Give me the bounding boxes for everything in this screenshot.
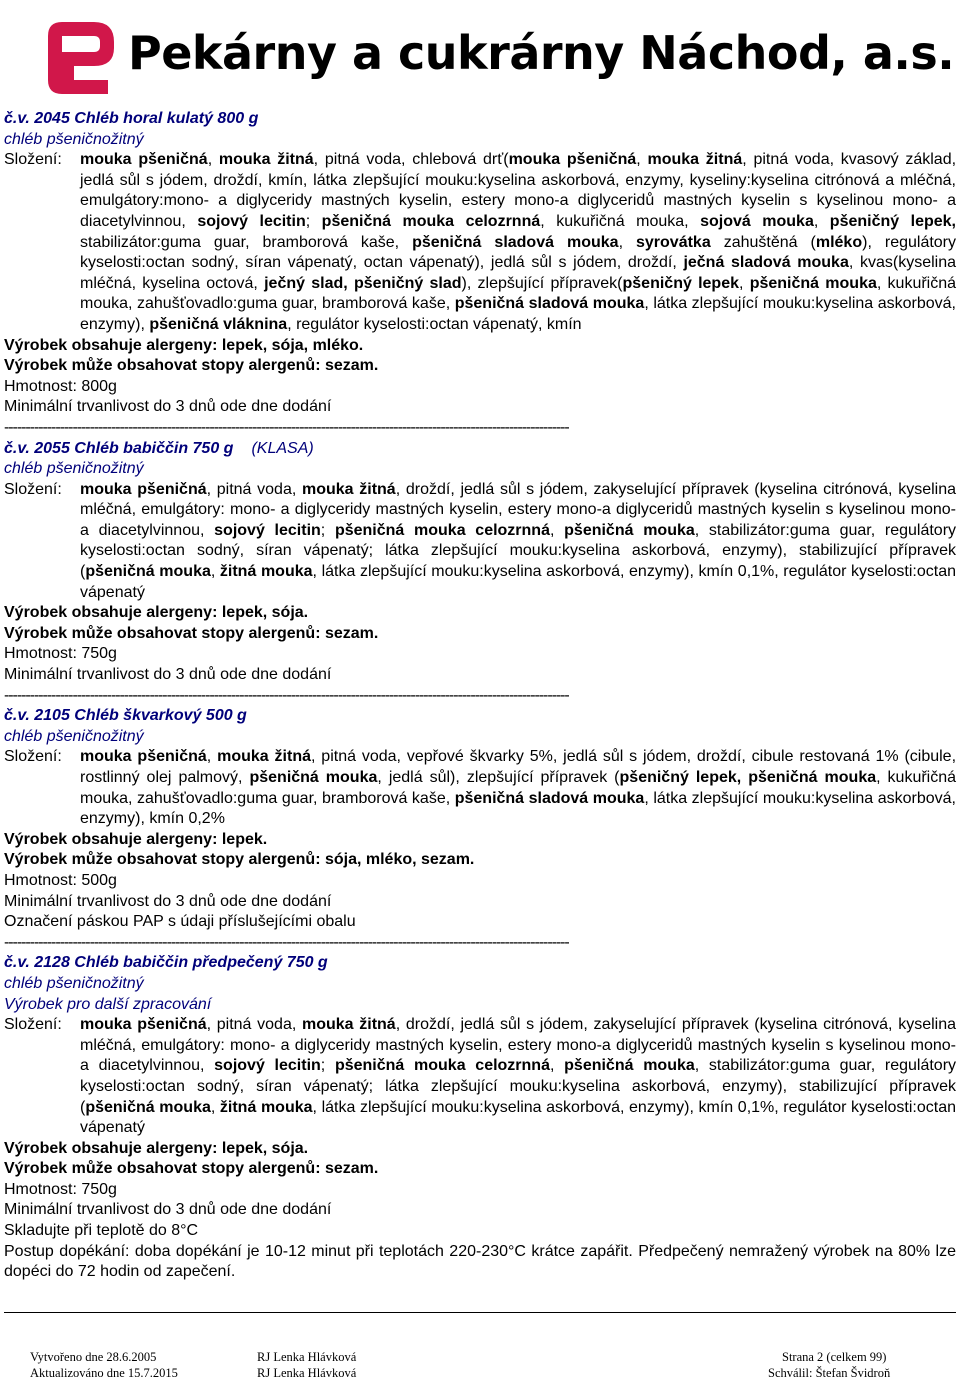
ingredient-text: , látka zlepšující mouku:kyselina askorbová, enzymy), kmín 0,1%, regulátor kyselosti:octan vápenatý (80, 1098, 956, 1137)
allergen-ingredient: pšeničná vláknina (149, 315, 288, 333)
composition-paragraph (80, 480, 956, 604)
ingredient-text: , pitná voda, chlebová drť( (313, 151, 509, 169)
allergen-ingredient: pšeničný lepek, (829, 212, 956, 230)
ingredient-text: , droždí, jedlá sůl s jódem, zakyselující přípravek (kyselina citrónová, kyselina mléčná, emulgátory: mono- a diglyceridy mastných kyselin, estery mono-a diglyceridů mastných kyselin s kyselinou mono- a diacetylvinnou, (80, 480, 956, 539)
product-section (4, 109, 956, 418)
ingredient-text: ), zlepšující přípravek( (461, 274, 623, 292)
composition-text (80, 150, 956, 335)
extra-note: Skladujte při teplotě do 8°C (4, 1222, 199, 1240)
allergen-ingredient: pšeničná mouka celozrnná (321, 212, 541, 230)
allergen-ingredient: pšeničná sladová mouka (412, 233, 619, 251)
composition-label: Složení: (4, 480, 62, 498)
ingredient-text: , kukuřičná mouka, zahušťovadlo:guma guar, bramborová kaše, (80, 769, 957, 807)
ingredient-text: , (813, 212, 830, 230)
approved-by: Schválil: Štefan Švidroň (768, 1366, 891, 1380)
allergens-line: Výrobek obsahuje alergeny: lepek, sója. (4, 604, 309, 622)
product-title-note: (KLASA) (251, 439, 314, 457)
product-title-text: č.v. 2055 Chléb babiččin 750 g (4, 439, 234, 457)
allergen-ingredient: mouka žitná (647, 151, 743, 169)
allergen-ingredient: mouka pšeničná (80, 151, 208, 169)
composition-label: Složení: (4, 748, 62, 766)
extra-note: Označení páskou PAP s údaji příslušejícími obalu (4, 913, 356, 931)
product-title (4, 439, 956, 460)
extra-note: Postup dopékání: doba dopékání je 10-12 minut při teplotách 220-230°C krátce zapářit. Předpečený nemražený výrobek na 80% lze dopéci do 72 hodin od zapečení. (4, 1242, 956, 1281)
product-title (4, 706, 956, 727)
updated-date: Aktualizováno dne 15.7.2015 (30, 1366, 178, 1380)
shelf-life-line: Minimální trvanlivost do 3 dnů ode dne dodání (4, 666, 332, 684)
product-title (4, 109, 956, 130)
weight-line: Hmotnost: 800g (4, 377, 117, 395)
ingredient-text: zahuštěná ( (710, 233, 816, 251)
composition-text (80, 1015, 956, 1139)
product-section (4, 439, 956, 686)
created-date: Vytvořeno dne 28.6.2005 (30, 1350, 157, 1364)
shelf-life-line: Minimální trvanlivost do 3 dnů ode dne dodání (4, 1201, 332, 1219)
footer-divider (4, 1312, 956, 1313)
product-section (4, 706, 956, 933)
ingredient-text: ; (320, 1057, 335, 1075)
ingredient-text: , pitná voda, kvasový základ, jedlá sůl s jódem, droždí, kmín, látka zlepšující mouku:kyselina askorbová, enzymy, kyseliny:kyselina citrónová a mléčná, emulgátory:mono- a diglyceridy mastných kyselin, estery mono-a diglyceridů mastných kyselin s kyselinou mono- a diacetylvinnou, (80, 151, 957, 230)
ingredient-text: , (210, 1098, 220, 1116)
traces-line: Výrobek může obsahovat stopy alergenů: sezam. (4, 1160, 379, 1178)
allergen-ingredient: pšeničná mouka (249, 769, 378, 786)
allergen-ingredient: sojový lecitin (197, 212, 306, 230)
traces-line: Výrobek může obsahovat stopy alergenů: sezam. (4, 624, 379, 642)
product-subtitle: chléb pšeničnožitný (4, 130, 144, 148)
weight-line: Hmotnost: 500g (4, 871, 117, 889)
allergen-ingredient: žitná mouka (219, 1098, 313, 1116)
ingredient-text: , kukuřičná mouka, (540, 212, 701, 230)
ingredient-text: , (739, 274, 750, 292)
allergen-ingredient: mouka pšeničná (508, 151, 637, 169)
shelf-life-line: Minimální trvanlivost do 3 dnů ode dne dodání (4, 892, 332, 910)
composition-label: Složení: (4, 151, 62, 169)
traces-line: Výrobek může obsahovat stopy alergenů: sezam. (4, 357, 379, 375)
allergen-ingredient: mouka žitná (302, 480, 396, 498)
ingredient-text: , regulátor kyselosti:octan vápenatý, kmín (287, 315, 582, 333)
ingredient-text: ; (305, 212, 322, 230)
allergen-ingredient: pšeničná mouka (749, 274, 877, 292)
ingredient-text: , (210, 563, 220, 581)
allergens-line: Výrobek obsahuje alergeny: lepek, sója, mléko. (4, 336, 364, 354)
ingredient-text: , kvas(kyselina mléčná, kyselina octová, (80, 254, 957, 292)
product-subtitle: chléb pšeničnožitný (4, 974, 144, 992)
section-separator: ------------------------------------------------------------------------------------------------------------------------------------ (4, 686, 569, 704)
ingredient-text: , (636, 151, 648, 169)
composition-text (80, 480, 956, 604)
allergen-ingredient: pšeničný lepek (622, 274, 740, 292)
created-by: RJ Lenka Hlávková (257, 1350, 357, 1364)
ingredient-text: , pitná voda, vepřové škvarky 5%, jedlá sůl s jódem, droždí, cibule restovaná 1% (cibule, rostlinný olej palmový, (80, 748, 957, 786)
composition-block (4, 480, 956, 604)
allergen-ingredient: syrovátka (636, 233, 711, 251)
page-number: Strana 2 (celkem 99) (782, 1350, 887, 1364)
page-header (48, 20, 955, 100)
allergen-ingredient: mouka pšeničná (80, 1016, 207, 1034)
weight-line: Hmotnost: 750g (4, 645, 117, 663)
composition-block (4, 747, 956, 829)
allergen-ingredient: sojový lecitin (214, 521, 321, 539)
shelf-life-line: Minimální trvanlivost do 3 dnů ode dne dodání (4, 398, 332, 416)
updated-by: RJ Lenka Hlávková (257, 1366, 357, 1380)
ingredient-text: , pitná voda, (206, 480, 302, 498)
ingredient-text: , látka zlepšující mouku:kyselina askorbová, enzymy), (80, 295, 956, 333)
composition-text (80, 747, 956, 829)
ingredient-text: ), regulátory kyselosti:octan sodný, síran vápenatý, octan vápenatý), jedlá sůl s jódem, droždí, (80, 233, 957, 272)
ingredient-text: , stabilizátor:guma guar, regulátory kyselosti:octan sodný, síran vápenatý; látka zlepšující mouku:kyselina askorbová, enzymy), stabilizující přípravek ( (80, 1057, 957, 1116)
allergen-ingredient: pšeničná mouka (85, 563, 211, 581)
product-title-text: č.v. 2045 Chléb horal kulatý 800 g (4, 110, 259, 127)
ingredient-text: , kukuřičná mouka, zahušťovadlo:guma guar, bramborová kaše, (80, 274, 957, 313)
ingredient-text: , stabilizátor:guma guar, regulátory kyselosti:octan sodný, síran vápenatý; látka zlepšující mouku:kyselina askorbová, enzymy), stabilizující přípravek ( (80, 521, 957, 581)
company-name: Pekárny a cukrárny Náchod, a.s. (128, 26, 955, 80)
allergen-ingredient: pšeničná sladová mouka (454, 789, 645, 807)
ingredient-text: , (549, 1057, 565, 1075)
allergen-ingredient: mouka žitná (302, 1016, 396, 1034)
allergen-ingredient: sojová mouka (700, 212, 814, 230)
product-subtitle: chléb pšeničnožitný (4, 727, 144, 745)
allergen-ingredient: žitná mouka (219, 563, 313, 581)
allergen-ingredient: mouka žitná (218, 151, 314, 169)
composition-paragraph (80, 747, 956, 829)
allergen-ingredient: ječný slad, pšeničný slad (264, 274, 462, 292)
product-section (4, 953, 956, 1283)
ingredient-text: , jedlá sůl), zlepšující přípravek ( (377, 769, 620, 786)
allergen-ingredient: pšeničný lepek, pšeničná mouka (619, 769, 877, 786)
ingredient-text: , látka zlepšující mouku:kyselina askorbová, enzymy), kmín 0,2% (80, 789, 956, 828)
allergen-ingredient: pšeničná mouka (564, 1057, 695, 1075)
allergen-ingredient: pšeničná mouka (85, 1098, 211, 1116)
allergen-ingredient: pšeničná mouka celozrnná (334, 1057, 550, 1075)
allergen-ingredient: sojový lecitin (214, 1057, 321, 1075)
ingredient-text: , (618, 233, 636, 251)
composition-label: Složení: (4, 1016, 62, 1034)
page-footer (0, 1312, 960, 1381)
product-subtitle: chléb pšeničnožitný (4, 460, 144, 478)
allergen-ingredient: pšeničná mouka (564, 521, 695, 539)
allergen-ingredient: mléko (815, 233, 863, 251)
allergen-ingredient: pšeničná mouka celozrnná (334, 521, 550, 539)
ingredient-text: stabilizátor:guma guar, bramborová kaše, (80, 233, 413, 251)
allergen-ingredient: mouka pšeničná (80, 748, 207, 766)
ingredient-text: , (549, 521, 565, 539)
product-title-text: č.v. 2105 Chléb škvarkový 500 g (4, 707, 247, 725)
ingredient-text: , (206, 748, 218, 766)
company-logo-icon (48, 22, 116, 94)
weight-line: Hmotnost: 750g (4, 1180, 117, 1198)
ingredient-text: , pitná voda, (206, 1016, 302, 1034)
product-purpose: Výrobek pro další zpracování (4, 995, 212, 1013)
allergens-line: Výrobek obsahuje alergeny: lepek. (4, 830, 268, 848)
ingredient-text: , droždí, jedlá sůl s jódem, zakyselující přípravek (kyselina citrónová, kyselina mléčná, emulgátory: mono- a diglyceridy mastných kyselin, estery mono-a diglyceridů mastných kyselin s kyselinou mono- a diacetylvinnou, (80, 1016, 956, 1075)
allergen-ingredient: ječná sladová mouka (683, 254, 849, 272)
allergen-ingredient: mouka žitná (217, 748, 311, 766)
ingredient-text: , látka zlepšující mouku:kyselina askorbová, enzymy), kmín 0,1%, regulátor kyselosti:octan vápenatý (80, 563, 956, 601)
section-separator: ------------------------------------------------------------------------------------------------------------------------------------ (4, 933, 569, 951)
product-title-text: č.v. 2128 Chléb babiččin předpečený 750 g (4, 954, 328, 972)
composition-paragraph (80, 150, 956, 335)
composition-block (4, 150, 956, 335)
allergen-ingredient: pšeničná sladová mouka (454, 295, 645, 313)
composition-block (4, 1015, 956, 1139)
section-separator: ------------------------------------------------------------------------------------------------------------------------------------ (4, 418, 569, 436)
ingredient-text: ; (320, 521, 335, 539)
allergen-ingredient: mouka pšeničná (80, 480, 207, 498)
product-list (4, 109, 956, 1283)
ingredient-text: , (207, 151, 219, 169)
product-title (4, 953, 956, 974)
allergens-line: Výrobek obsahuje alergeny: lepek, sója. (4, 1139, 309, 1157)
traces-line: Výrobek může obsahovat stopy alergenů: sója, mléko, sezam. (4, 851, 475, 869)
composition-paragraph (80, 1015, 956, 1139)
